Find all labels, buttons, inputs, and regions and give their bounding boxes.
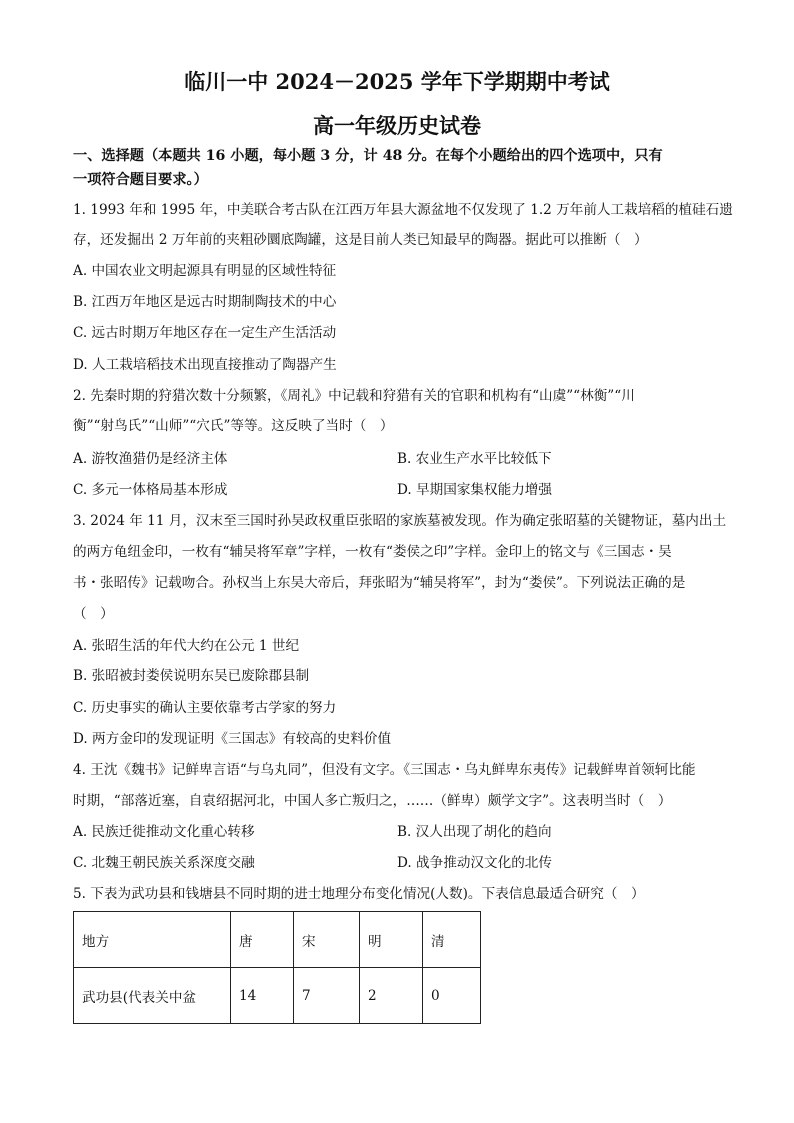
q1-option-c: C. 远古时期万年地区存在一定生产生活活动 [73,325,337,341]
q2-option-d: D. 早期国家集权能力增强 [397,482,552,498]
section-heading-line1: 一、选择题（本题共 16 小题，每小题 3 分，计 48 分。在每个小题给出的四个选项中，只有 [73,148,663,164]
table-cell: 武功县(代表关中盆 [74,968,231,1024]
q3-stem-line4: （ ） [73,606,114,622]
table-header-cell: 宋 [294,912,360,968]
q2-option-c: C. 多元一体格局基本形成 [73,482,228,498]
q5-stem: 5. 下表为武功县和钱塘县不同时期的进士地理分布变化情况(人数)。下表信息最适合研究（ ） [73,886,645,902]
q5-table [73,911,481,1024]
q3-option-a: A. 张昭生活的年代大约在公元 1 世纪 [73,638,300,654]
table-header-cell: 明 [360,912,423,968]
q3-stem-line1: 3. 2024 年 11 月，汉末至三国时孙吴政权重臣张昭的家族墓被发现。作为确定张昭墓的关键物证，墓内出土 [73,513,727,529]
table-cell: 2 [360,968,423,1024]
table-header-row [74,912,481,968]
exam-subtitle: 高一年级历史试卷 [313,113,481,138]
q1-stem-line2: 存，还发掘出 2 万年前的夹粗砂圜底陶罐，这是目前人类已知最早的陶器。据此可以推断（ ） [73,232,648,248]
q4-option-a: A. 民族迁徙推动文化重心转移 [73,824,255,840]
q4-option-d: D. 战争推动汉文化的北传 [397,855,552,871]
section-heading-line2: 一项符合题目要求。） [73,172,208,188]
q2-stem-line1: 2. 先秦时期的狩猎次数十分频繁，《周礼》中记载和狩猎有关的官职和机构有“山虞”“林衡”“川 [73,388,635,404]
q3-option-c: C. 历史事实的确认主要依靠考古学家的努力 [73,700,337,716]
q2-option-b: B. 农业生产水平比较低下 [397,451,552,467]
q4-stem-line1: 4. 王沈《魏书》记鲜卑言语“与乌丸同”，但没有文字。《三国志・乌丸鲜卑东夷传》记载鲜卑首领轲比能 [73,762,696,778]
table-row [74,968,481,1024]
q1-option-d: D. 人工栽培稻技术出现直接推动了陶器产生 [73,357,337,373]
table-cell: 7 [294,968,360,1024]
q1-stem-line1: 1. 1993 年和 1995 年，中美联合考古队在江西万年县大源盆地不仅发现了 1.2 万年前人工栽培稻的植硅石遗 [73,202,733,218]
table-header-cell: 清 [423,912,481,968]
q3-stem-line3: 书・张昭传》记载吻合。孙权当上东吴大帝后，拜张昭为“辅吴将军”，封为“娄侯”。下列说法正确的是 [73,575,686,591]
q3-stem-line2: 的两方龟纽金印，一枚有“辅吴将军章”字样，一枚有“娄侯之印”字样。金印上的铭文与《三国志・吴 [73,544,672,560]
table-cell: 14 [231,968,294,1024]
q2-option-a: A. 游牧渔猎仍是经济主体 [73,451,228,467]
q3-option-b: B. 张昭被封娄侯说明东吴已废除郡县制 [73,668,310,684]
table-cell: 0 [423,968,481,1024]
q4-stem-line2: 时期，“部落近塞，自袁绍据河北，中国人多亡叛归之，……（鲜卑）颇学文字”。这表明当时（ ） [73,793,672,809]
q1-option-a: A. 中国农业文明起源具有明显的区域性特征 [73,263,337,279]
q2-stem-line2: 衡”“射鸟氏”“山师”“穴氏”等等。这反映了当时（ ） [73,418,394,434]
exam-title: 临川一中 2024－2025 学年下学期期中考试 [184,69,610,94]
q4-option-b: B. 汉人出现了胡化的趋向 [397,824,552,840]
table-header-cell: 地方 [74,912,231,968]
q1-option-b: B. 江西万年地区是远古时期制陶技术的中心 [73,294,337,310]
table-header-cell: 唐 [231,912,294,968]
q4-option-c: C. 北魏王朝民族关系深度交融 [73,855,255,871]
q3-option-d: D. 两方金印的发现证明《三国志》有较高的史料价值 [73,731,392,747]
